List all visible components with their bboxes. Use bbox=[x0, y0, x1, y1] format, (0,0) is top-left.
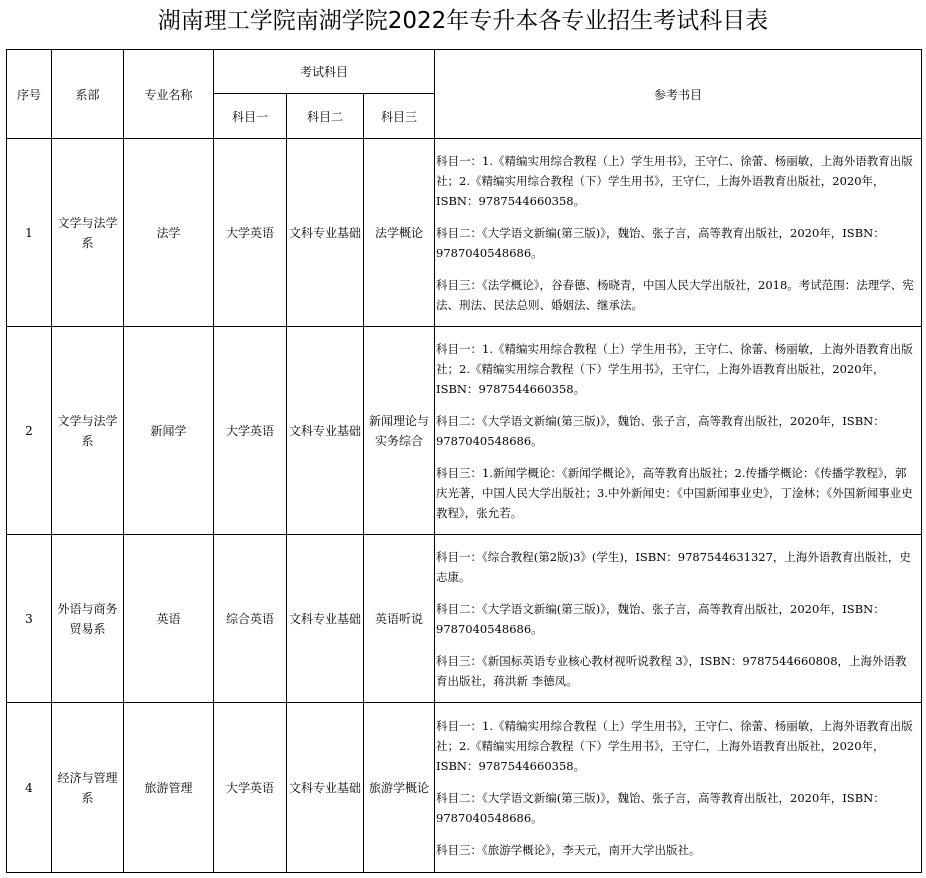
header-department: 系部 bbox=[52, 50, 124, 139]
reference-subject3: 科目三：《旅游学概论》，李天元，南开大学出版社。 bbox=[436, 842, 701, 857]
row-department: 文学与法学系 bbox=[52, 139, 124, 327]
header-subject2: 科目二 bbox=[287, 94, 364, 139]
row-subject2: 文科专业基础 bbox=[287, 139, 364, 327]
reference-subject1: 科目一：1.《精编实用综合教程（上）学生用书》，王守仁、徐蕾、杨丽敏，上海外语教育出版社；2.《精编实用综合教程（下）学生用书》，王守仁，上海外语教育出版社，2020年，ISBN：9787544660358。 bbox=[436, 153, 913, 208]
row-department: 文学与法学系 bbox=[52, 327, 124, 535]
reference-subject2: 科目二：《大学语文新编(第三版)》，魏饴、张子言，高等教育出版社，2020年，ISBN：9787040548686。 bbox=[436, 225, 885, 260]
row-subject3: 法学概论 bbox=[364, 139, 435, 327]
exam-subjects-table bbox=[6, 49, 922, 873]
row-subject1: 综合英语 bbox=[214, 535, 287, 703]
row-references bbox=[435, 703, 922, 873]
header-subject1: 科目一 bbox=[214, 94, 287, 139]
row-index: 3 bbox=[7, 535, 52, 703]
row-department: 经济与管理系 bbox=[52, 703, 124, 873]
table-row bbox=[7, 327, 922, 535]
row-index: 4 bbox=[7, 703, 52, 873]
reference-subject2: 科目二：《大学语文新编(第三版)》，魏饴、张子言，高等教育出版社，2020年，ISBN：9787040548686。 bbox=[436, 413, 885, 448]
row-references bbox=[435, 327, 922, 535]
row-major: 新闻学 bbox=[124, 327, 214, 535]
page-title: 湖南理工学院南湖学院2022年专升本各专业招生考试科目表 bbox=[157, 8, 769, 34]
reference-subject3: 科目三：《新国标英语专业核心教材视听说教程 3》，ISBN：9787544660808，上海外语教育出版社，蒋洪新 李德凤。 bbox=[436, 653, 907, 688]
table-row bbox=[7, 139, 922, 327]
row-subject3: 英语听说 bbox=[364, 535, 435, 703]
header-subject3: 科目三 bbox=[364, 94, 435, 139]
row-references bbox=[435, 139, 922, 327]
row-subject2: 文科专业基础 bbox=[287, 703, 364, 873]
row-subject3: 新闻理论与实务综合 bbox=[364, 327, 435, 535]
reference-subject3: 科目三：《法学概论》，谷春德、杨晓青，中国人民大学出版社，2018。考试范围：法理学、宪法、刑法、民法总则、婚姻法、继承法。 bbox=[436, 277, 914, 312]
table-row bbox=[7, 535, 922, 703]
row-major: 旅游管理 bbox=[124, 703, 214, 873]
row-subject1: 大学英语 bbox=[214, 139, 287, 327]
header-exam-subjects: 考试科目 bbox=[214, 50, 435, 94]
header-row bbox=[7, 50, 922, 94]
row-subject2: 文科专业基础 bbox=[287, 327, 364, 535]
table-row bbox=[7, 703, 922, 873]
row-index: 1 bbox=[7, 139, 52, 327]
row-major: 法学 bbox=[124, 139, 214, 327]
row-subject2: 文科专业基础 bbox=[287, 535, 364, 703]
row-subject1: 大学英语 bbox=[214, 703, 287, 873]
row-subject1: 大学英语 bbox=[214, 327, 287, 535]
row-major: 英语 bbox=[124, 535, 214, 703]
header-index: 序号 bbox=[7, 50, 52, 139]
reference-subject1: 科目一：1.《精编实用综合教程（上）学生用书》，王守仁、徐蕾、杨丽敏，上海外语教育出版社；2.《精编实用综合教程（下）学生用书》，王守仁，上海外语教育出版社，2020年，ISBN：9787544660358。 bbox=[436, 718, 913, 773]
row-index: 2 bbox=[7, 327, 52, 535]
row-department: 外语与商务贸易系 bbox=[52, 535, 124, 703]
row-references bbox=[435, 535, 922, 703]
reference-subject3: 科目三：1.新闻学概论：《新闻学概论》，高等教育出版社；2.传播学概论：《传播学教程》，郭庆光著，中国人民大学出版社；3.中外新闻史：《中国新闻事业史》，丁淦林；《外国新闻事业史教程》，张允若。 bbox=[436, 465, 913, 520]
reference-subject1: 科目一：《综合教程(第2版)3》(学生)，ISBN：9787544631327，上海外语教育出版社，史志康。 bbox=[436, 549, 911, 584]
reference-subject2: 科目二：《大学语文新编(第三版)》，魏饴、张子言，高等教育出版社，2020年，ISBN：9787040548686。 bbox=[436, 601, 885, 636]
reference-subject1: 科目一：1.《精编实用综合教程（上）学生用书》，王守仁、徐蕾、杨丽敏，上海外语教育出版社；2.《精编实用综合教程（下）学生用书》，王守仁，上海外语教育出版社，2020年，ISBN：9787544660358。 bbox=[436, 341, 913, 396]
header-major: 专业名称 bbox=[124, 50, 214, 139]
reference-subject2: 科目二：《大学语文新编(第三版)》，魏饴、张子言，高等教育出版社，2020年，ISBN：9787040548686。 bbox=[436, 790, 885, 825]
header-references: 参考书目 bbox=[435, 50, 922, 139]
row-subject3: 旅游学概论 bbox=[364, 703, 435, 873]
